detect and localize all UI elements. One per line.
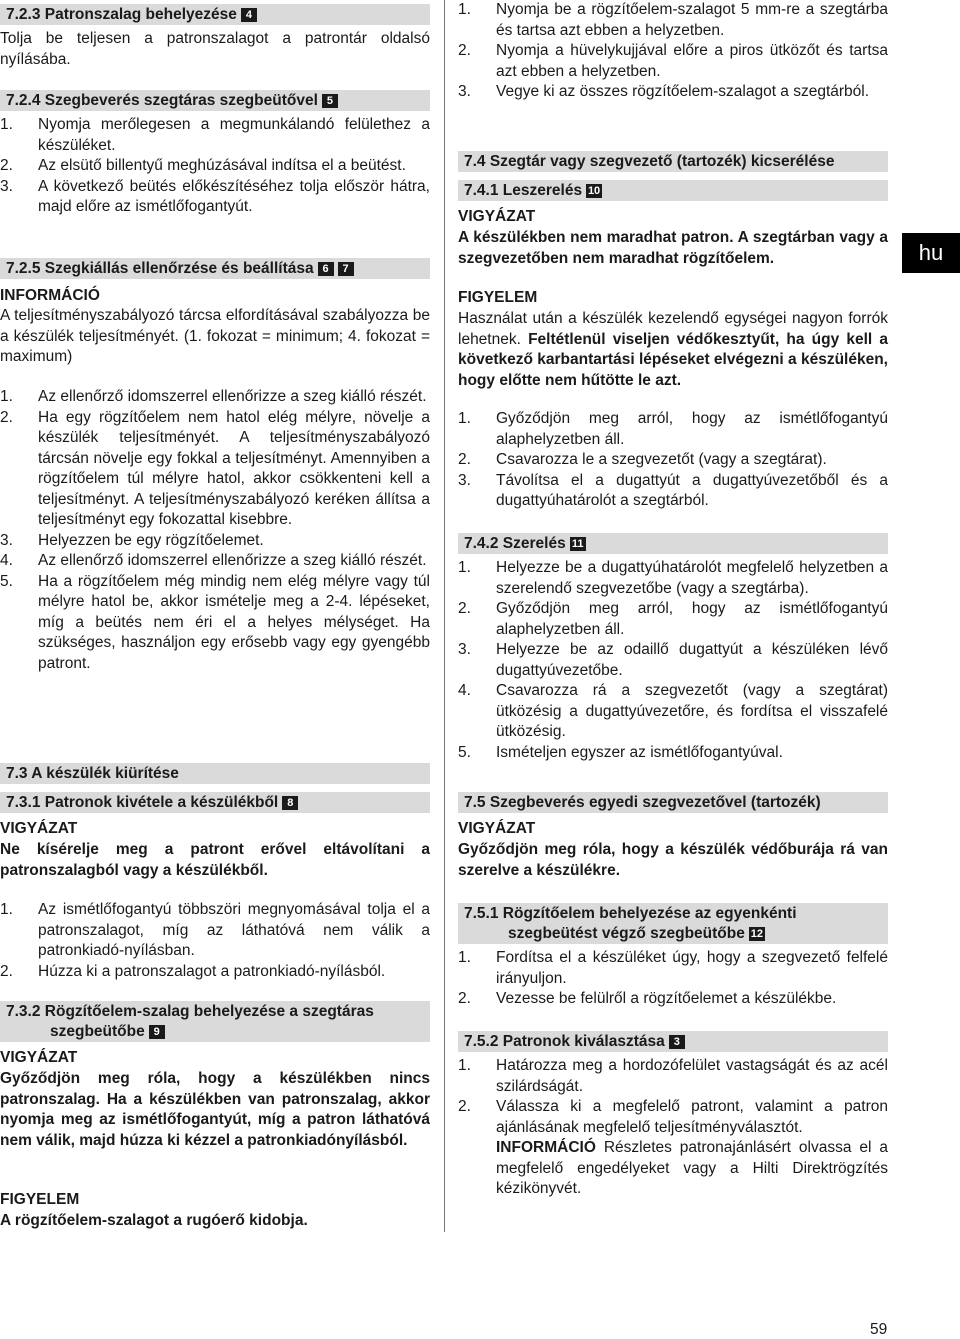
heading-text: 7.4.2 Szerelés [464, 535, 566, 552]
heading-7-2-4 [0, 90, 430, 111]
item-text: Ha egy rögzítőelem nem hatol elég mélyre, növelje a készülék teljesítményét. A teljesítményszabályozó tárcsán növelje egy fokkal a teljesítményt. Amennyiben a rögzítőelem túl mélyre hatol, akkor csökkenteni kell a teljesítményt. A teljesítményszabályozó keréken állítsa a teljesítményt egy fokozattal kisebbre. [38, 408, 430, 528]
item-text: Csavarozza le a szegvezetőt (vagy a szegtárat). [496, 451, 827, 468]
item-text: Vegye ki az összes rögzítőelem-szalagot a szegtárból. [496, 83, 870, 100]
heading-7-2-5 [0, 258, 430, 279]
list-item [458, 948, 888, 989]
heading-7-3 [0, 763, 430, 784]
info-label: INFORMÁCIÓ [0, 287, 100, 304]
figure-ref-badge: 8 [282, 796, 298, 810]
item-number: 3. [458, 641, 471, 658]
heading-text: 7.5.1 Rögzítőelem behelyezése az egyenkénti [464, 905, 797, 922]
heading-7-5 [458, 792, 888, 813]
item-number: 2. [458, 600, 471, 617]
language-tab: hu [902, 233, 960, 273]
heading-7-3-2 [0, 1001, 430, 1042]
warning-label: VIGYÁZAT [0, 820, 78, 837]
item-text: Az ellenőrző idomszerrel ellenőrizze a szeg kiálló részét. [38, 552, 427, 569]
item-text: Ha a rögzítőelem még mindig nem elég mélyre vagy túl mélyre hatol be, akkor ismételje meg a 2-4. lépéseket, míg a beütés nem éri el a helyes mélységet. Ha szükséges, használjon egy erősebb vagy egy gyengébb patront. [38, 572, 430, 672]
list-item-info [458, 1138, 888, 1200]
figure-ref-badge: 10 [587, 185, 601, 197]
item-text: Az elsütő billentyű meghúzásával indítsa el a beütést. [38, 157, 406, 174]
list-item [0, 387, 430, 408]
item-text: Fordítsa el a készüléket úgy, hogy a szegvezető felfelé irányuljon. [496, 949, 888, 987]
list-item [458, 1097, 888, 1138]
warning-label: VIGYÁZAT [458, 820, 536, 837]
heading-7-5-2 [458, 1031, 888, 1052]
list-item [0, 408, 430, 531]
warning-label: VIGYÁZAT [0, 1049, 78, 1066]
item-text: Helyezzen be egy rögzítőelemet. [38, 531, 264, 549]
list-7-3-1 [0, 900, 430, 982]
item-number: 1. [0, 116, 13, 133]
list-item [458, 743, 888, 764]
item-text: Az ismétlőfogantyú többszöri megnyomásával tolja el a patronszalagot, míg az láthatóvá nem válik a patronkiadó-nyílásban. [38, 901, 430, 959]
item-text: Nyomja be a rögzítőelem-szalagot 5 mm-re a szegtárba és tartsa azt ebben a helyzetben. [496, 1, 888, 39]
item-number: 1. [458, 559, 471, 576]
caution-label: FIGYELEM [458, 289, 538, 306]
list-item [458, 599, 888, 640]
list-item [458, 471, 888, 512]
item-text: Húzza ki a patronszalagot a patronkiadó-nyílásból. [38, 962, 386, 980]
list-item [458, 0, 888, 41]
list-7-5-2 [458, 1056, 888, 1200]
caution-text-bold: Feltétlenül viseljen védőkesztyűt, ha úgy kell a következő karbantartási lépéseket elvégezni a készüléken, hogy előtte nem hűtötte le azt. [458, 330, 889, 389]
figure-ref-badge: 4 [241, 8, 257, 22]
item-text: Győződjön meg arról, hogy az ismétlőfogantyú alaphelyzetben áll. [496, 600, 888, 638]
caution-text: A rögzítőelem-szalagot a rugóerő kidobja. [0, 1212, 308, 1229]
item-number: 1. [458, 1, 471, 18]
heading-text-line2 [6, 1022, 426, 1042]
item-text: A következő beütés előkészítéséhez tolja először hátra, majd előre az ismétlőfogantyút. [38, 177, 430, 215]
heading-text: 7.4 Szegtár vagy szegvezető (tartozék) kicserélése [464, 153, 835, 170]
item-number: 4. [458, 682, 471, 699]
figure-ref-badge: 11 [570, 537, 586, 551]
item-number: 2. [0, 408, 13, 426]
item-number: 3. [458, 471, 471, 489]
figure-ref-badge: 12 [750, 928, 763, 940]
warning-text: Győződjön meg róla, hogy a készülékben nincs patronszalag. Ha a készülékben van patronszalag, akkor nyomja meg az ismétlőfogantyút, míg a patron láthatóvá nem válik, majd húzza ki kézzel a patronkiadónyílásból. [0, 1070, 430, 1149]
warning-text: Győződjön meg róla, hogy a készülék védőburája rá van szerelve a készülékre. [458, 841, 888, 879]
list-item [458, 82, 888, 103]
paragraph-7-2-3: Tolja be teljesen a patronszalagot a patrontár oldalsó nyílásába. [0, 30, 430, 68]
info-label: INFORMÁCIÓ [496, 1139, 596, 1156]
heading-text: szegbeütést végző szegbeütőbe [508, 925, 745, 942]
item-number: 2. [458, 990, 471, 1007]
heading-text: 7.5.2 Patronok kiválasztása [464, 1033, 665, 1050]
item-number: 2. [458, 1098, 471, 1115]
list-item [0, 572, 430, 675]
list-item [458, 640, 888, 681]
item-number: 2. [458, 42, 471, 59]
heading-text: 7.5 Szegbeverés egyedi szegvezetővel (tartozék) [464, 794, 821, 811]
list-7-4-1 [458, 409, 888, 512]
item-number: 2. [0, 962, 13, 980]
list-item [0, 531, 430, 552]
list-7-2-4 [0, 115, 430, 218]
item-number: 3. [0, 531, 13, 549]
item-number: 1. [458, 1057, 471, 1074]
item-text: Helyezze be az odaillő dugattyút a készüléken lévő dugattyúvezetőbe. [496, 641, 888, 679]
item-number: 1. [458, 410, 471, 427]
figure-ref-badge: 9 [149, 1025, 165, 1039]
info-text: Részletes patronajánlásért olvassa el a megfelelő engedélyeket vagy a Hilti Direktrögzítés kézikönyvét. [496, 1139, 888, 1197]
heading-text: szegbeütőbe [50, 1023, 145, 1040]
item-number: 3. [0, 177, 13, 195]
list-continued [458, 0, 888, 103]
item-number: 2. [458, 451, 471, 468]
heading-7-5-1 [458, 903, 888, 944]
item-number: 5. [0, 572, 13, 590]
heading-text: 7.2.3 Patronszalag behelyezése [6, 6, 237, 23]
info-text: A teljesítményszabályozó tárcsa elfordításával szabályozza be a készülék teljesítményét. (1. fokozat = minimum; 4. fokozat = maximum) [0, 307, 430, 365]
item-number: 1. [458, 949, 471, 966]
caution-label: FIGYELEM [0, 1191, 80, 1208]
heading-text: 7.3.1 Patronok kivétele a készülékből [6, 794, 279, 811]
item-text: Ismételjen egyszer az ismétlőfogantyúval. [496, 743, 783, 761]
item-number: 4. [0, 552, 13, 569]
heading-text: 7.3 A készülék kiürítése [6, 765, 179, 782]
list-item [0, 900, 430, 962]
heading-text: 7.2.4 Szegbeverés szegtáras szegbeütővel [6, 92, 318, 109]
list-item [0, 962, 430, 983]
list-7-2-5 [0, 387, 430, 674]
item-text: Válassza ki a megfelelő patront, valamint a patron ajánlásának megfelelő teljesítményválasztót. [496, 1098, 888, 1136]
list-item [458, 989, 888, 1010]
list-item [458, 409, 888, 450]
list-item [0, 177, 430, 218]
item-text: Határozza meg a hordozófelület vastagságát és az acél szilárdságát. [496, 1057, 888, 1095]
list-item [458, 558, 888, 599]
item-text: Győződjön meg arról, hogy az ismétlőfogantyú alaphelyzetben áll. [496, 410, 888, 448]
figure-ref-badge: 5 [322, 94, 338, 108]
warning-text: Ne kísérelje meg a patront erővel eltávolítani a patronszalagból vagy a készülékből. [0, 841, 430, 879]
item-text: Távolítsa el a dugattyút a dugattyúvezetőből és a dugattyúhatárolót a szegtárból. [496, 471, 888, 509]
list-item [0, 156, 430, 177]
list-item [458, 681, 888, 743]
figure-ref-badge: 6 [318, 262, 334, 276]
warning-text: A készülékben nem maradhat patron. A szegtárban vagy a szegvezetőben nem maradhat rögzítőelem. [458, 229, 888, 267]
item-number: 1. [0, 388, 13, 405]
heading-text: 7.3.2 Rögzítőelem-szalag behelyezése a szegtáras [6, 1003, 374, 1020]
list-item [458, 450, 888, 471]
heading-7-4-2 [458, 533, 888, 554]
heading-7-3-1 [0, 792, 430, 813]
item-text: Nyomja merőlegesen a megmunkálandó felülethez a készüléket. [38, 116, 430, 154]
list-item [458, 1056, 888, 1097]
heading-7-4-1 [458, 180, 888, 201]
list-item [458, 41, 888, 82]
item-text: Nyomja a hüvelykujjával előre a piros ütközőt és tartsa azt ebben a helyzetben. [496, 42, 888, 80]
list-7-5-1 [458, 948, 888, 1010]
item-number: 3. [458, 83, 471, 100]
heading-7-2-3 [0, 4, 430, 25]
page-number: 59 [870, 1321, 888, 1338]
heading-text: 7.2.5 Szegkiállás ellenőrzése és beállítása [6, 260, 314, 277]
heading-7-4 [458, 151, 888, 172]
list-item [0, 115, 430, 156]
heading-text: 7.4.1 Leszerelés [464, 182, 583, 199]
item-number: 2. [0, 157, 13, 174]
item-text: Vezesse be felülről a rögzítőelemet a készülékbe. [496, 990, 837, 1007]
item-number: 5. [458, 743, 471, 761]
item-text: Csavarozza rá a szegvezetőt (vagy a szegtárat) ütközésig a dugattyúvezetőre, és fordítsa el visszafelé ütközésig. [496, 682, 888, 740]
list-7-4-2 [458, 558, 888, 763]
figure-ref-badge: 3 [669, 1035, 685, 1049]
item-text: Helyezze be a dugattyúhatárolót megfelelő helyzetben a szerelendő szegvezetőbe (vagy a szegtárba). [496, 559, 888, 597]
figure-ref-badge: 7 [338, 262, 354, 276]
column-divider [444, 0, 445, 1232]
list-item [0, 551, 430, 572]
item-number: 1. [0, 901, 13, 918]
item-text: Az ellenőrző idomszerrel ellenőrizze a szeg kiálló részét. [38, 388, 427, 405]
caution-text [458, 309, 888, 391]
heading-text-line2 [464, 924, 884, 944]
warning-label: VIGYÁZAT [458, 208, 536, 225]
caution-text-plain: Használat után a készülék kezelendő egységei nagyon forrók lehetnek. [458, 310, 888, 348]
